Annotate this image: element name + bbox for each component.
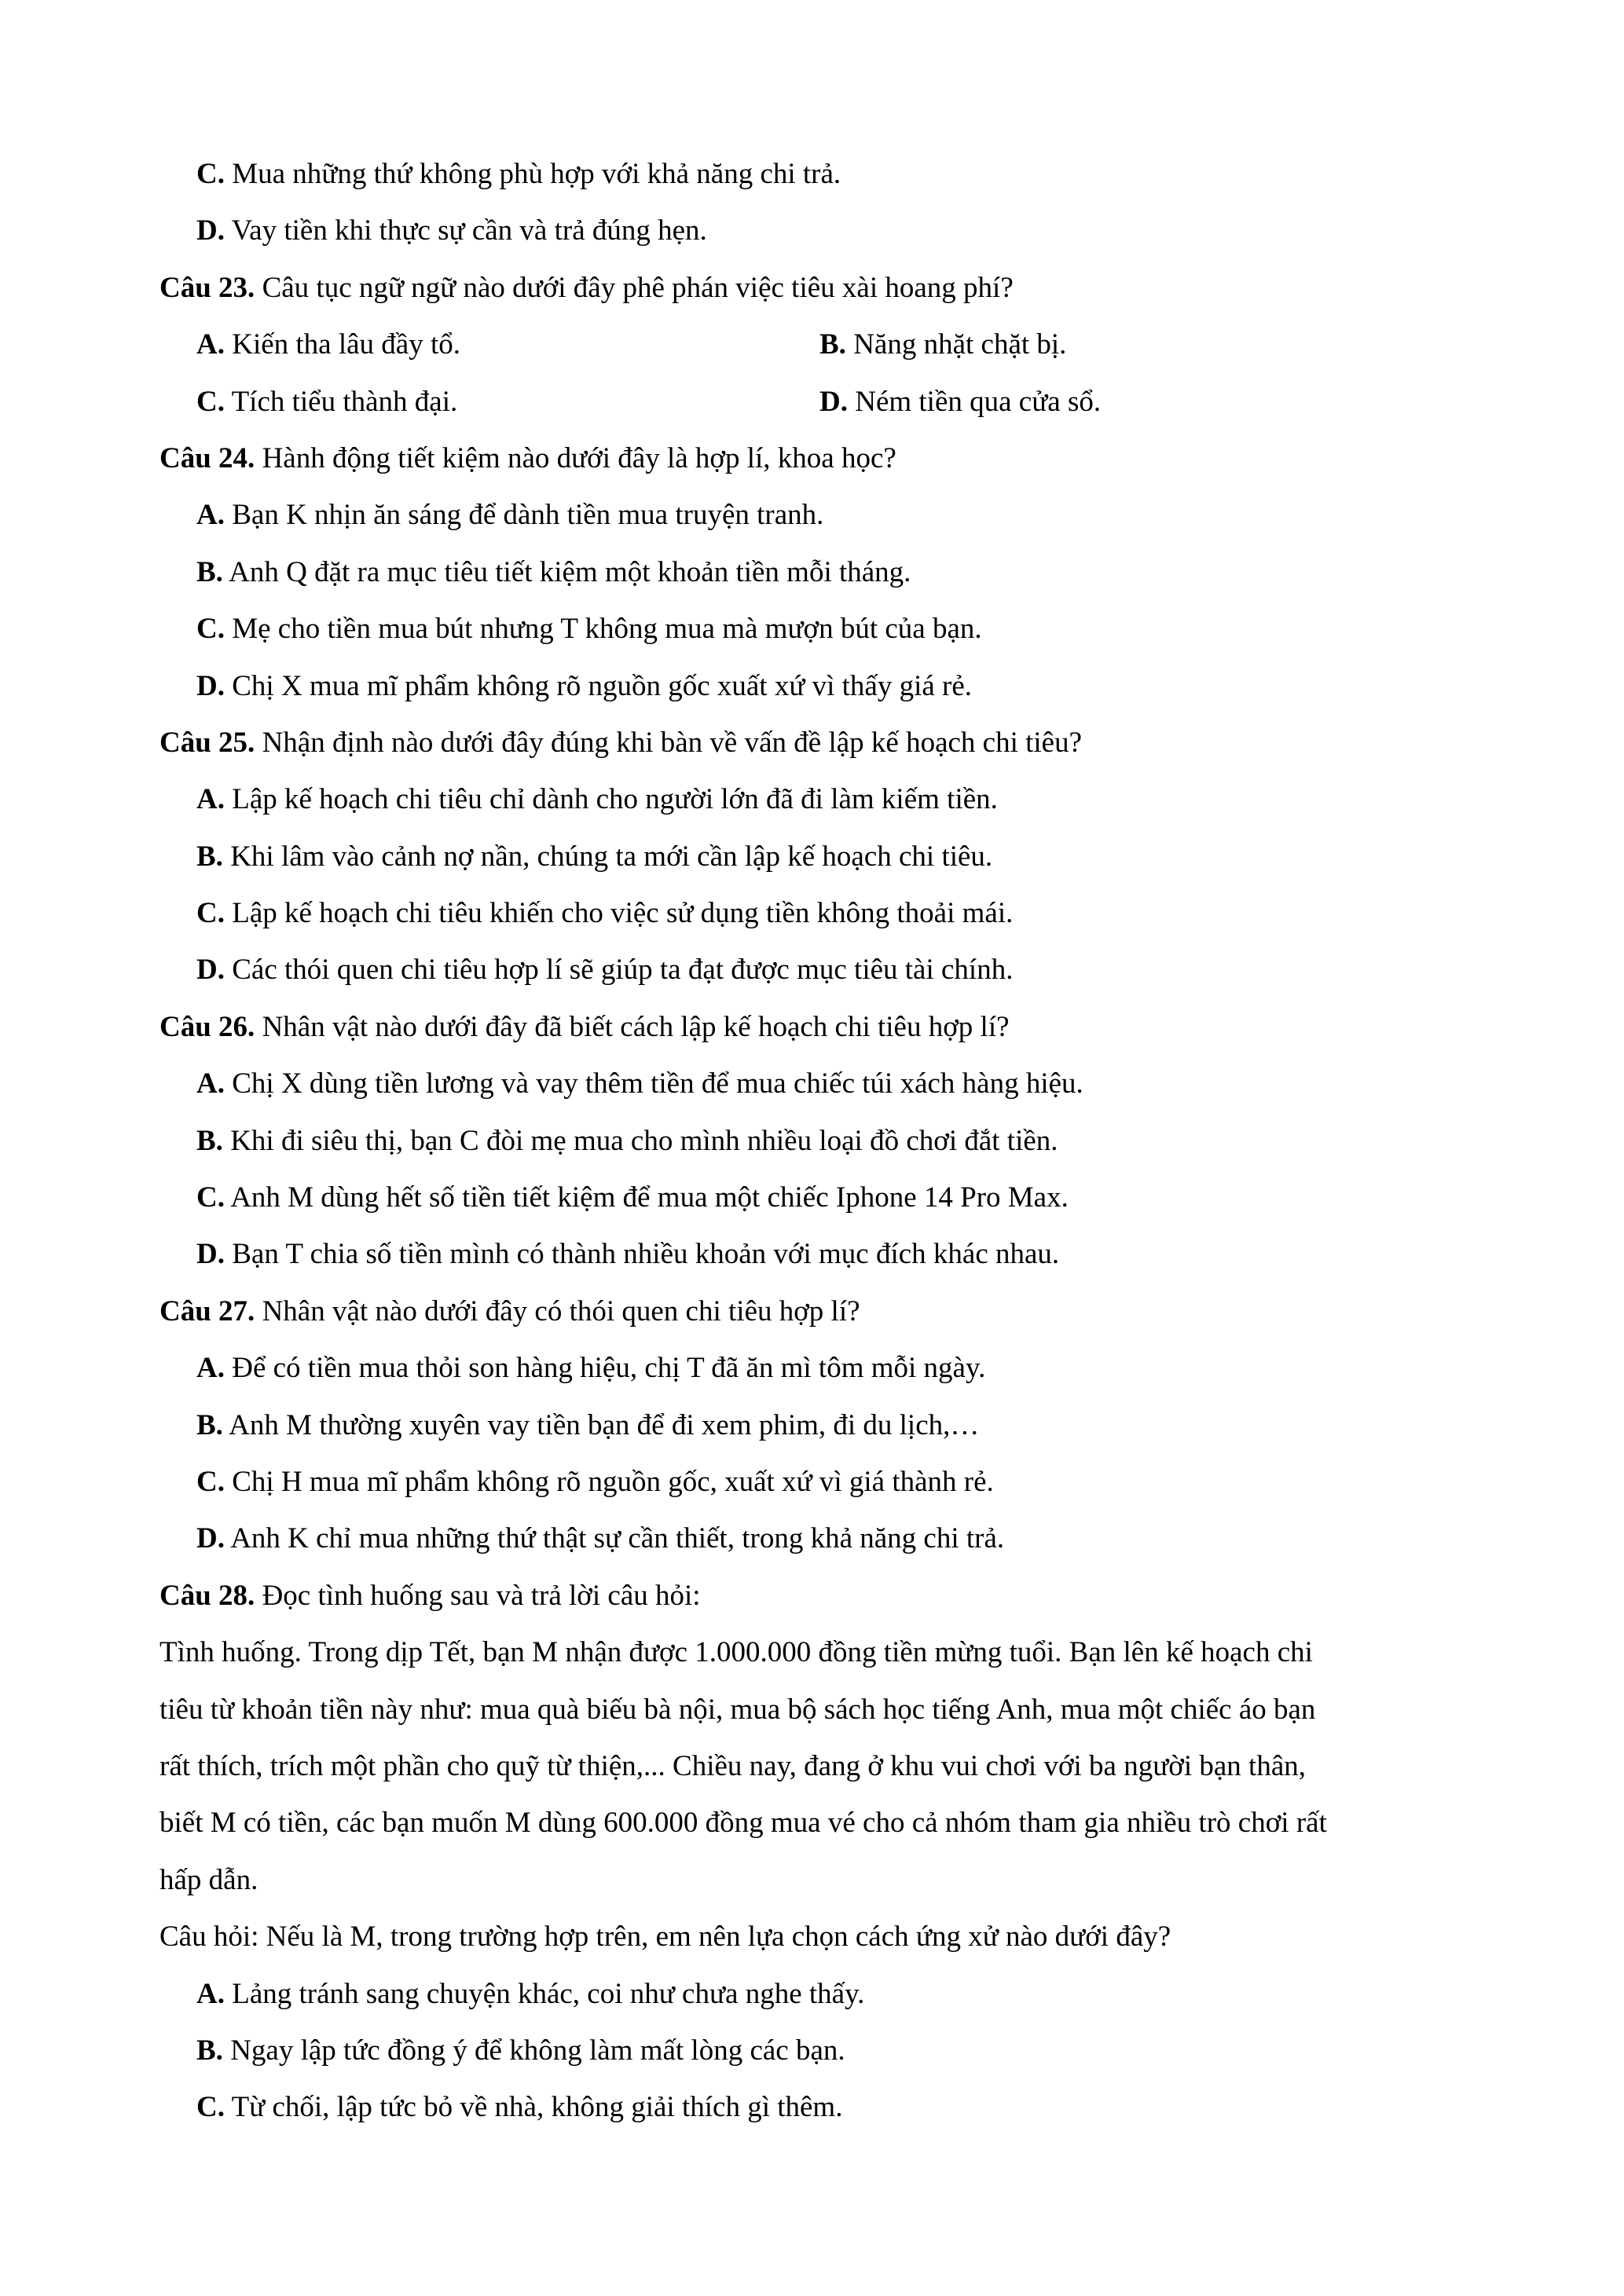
line-text: Bạn K nhịn ăn sáng để dành tiền mua truyện tranh. [224, 499, 824, 532]
line-text: Năng nhặt chặt bị. [845, 328, 1067, 361]
line-text: Câu hỏi: Nếu là M, trong trường hợp trên, em nên lựa chọn cách ứng xử nào dưới đây? [159, 1921, 1171, 1954]
option-label: C. [196, 897, 225, 930]
question-line [0, 1568, 1624, 1624]
line-text: Chị X dùng tiền lương và vay thêm tiền để mua chiếc túi xách hàng hiệu. [224, 1067, 1083, 1100]
line-text: Lập kế hoạch chi tiêu khiến cho việc sử dụng tiền không thoải mái. [224, 897, 1014, 930]
option-label: D. [196, 669, 225, 702]
question-text: Câu tục ngữ ngữ nào dưới đây phê phán việc tiêu xài hoang phí? [255, 271, 1014, 304]
option-label: A. [196, 499, 225, 532]
question-number: Câu 24. [159, 441, 255, 474]
answer-option [0, 1454, 1624, 1511]
answer-option [0, 942, 1624, 998]
option-label: C. [196, 158, 225, 190]
line-text: Tích tiểu thành đại. [224, 385, 458, 418]
option-label: A. [196, 1352, 225, 1385]
answer-option [0, 1226, 1624, 1283]
line-text: Tình huống. Trong dịp Tết, bạn M nhận được 1.000.000 đồng tiền mừng tuổi. Bạn lên kế hoạch chi [159, 1636, 1313, 1669]
option-label: A. [196, 783, 225, 816]
line-text: Lập kế hoạch chi tiêu chỉ dành cho người lớn đã đi làm kiếm tiền. [224, 783, 998, 816]
answer-option [0, 1170, 1624, 1226]
question-line [0, 1283, 1624, 1340]
answer-option [0, 1113, 1624, 1170]
question-line [0, 430, 1624, 487]
paragraph-line [0, 1852, 1624, 1909]
line-text: Để có tiền mua thỏi son hàng hiệu, chị T đã ăn mì tôm mỗi ngày. [224, 1352, 986, 1385]
answer-option [0, 544, 1624, 601]
line-text: Lảng tránh sang chuyện khác, coi như chưa nghe thấy. [224, 1977, 865, 2010]
option-label: B. [196, 1408, 223, 1441]
line-text: biết M có tiền, các bạn muốn M dùng 600.000 đồng mua vé cho cả nhóm tham gia nhiều trò chơi rất [159, 1807, 1327, 1840]
question-number: Câu 26. [159, 1010, 255, 1043]
paragraph-line [0, 1624, 1624, 1681]
option-label: B. [196, 555, 223, 588]
question-text: Nhân vật nào dưới đây đã biết cách lập kế hoạch chi tiêu hợp lí? [255, 1010, 1010, 1043]
answer-option [0, 2079, 1624, 2136]
line-text: Các thói quen chi tiêu hợp lí sẽ giúp ta đạt được mục tiêu tài chính. [224, 954, 1014, 987]
line-text: Anh K chỉ mua những thứ thật sự cần thiết, trong khả năng chi trả. [224, 1522, 1005, 1555]
answer-option [0, 601, 1624, 657]
answer-option [0, 1056, 1624, 1112]
answer-option [0, 1966, 1624, 2023]
question-text: Nhận định nào dưới đây đúng khi bàn về vấn đề lập kế hoạch chi tiêu? [255, 726, 1083, 759]
line-text: Anh M dùng hết số tiền tiết kiệm để mua một chiếc Iphone 14 Pro Max. [224, 1181, 1069, 1214]
line-text: Ngay lập tức đồng ý để không làm mất lòng các bạn. [222, 2034, 845, 2067]
paragraph-line [0, 1682, 1624, 1738]
line-text: hấp dẫn. [159, 1863, 258, 1896]
answer-option-right [819, 374, 1101, 430]
option-label: C. [196, 1181, 225, 1214]
answer-option [0, 1511, 1624, 1567]
line-text: tiêu từ khoản tiền này như: mua quà biếu bà nội, mua bộ sách học tiếng Anh, mua một chiếc áo bạn [159, 1693, 1316, 1726]
option-label: A. [196, 1067, 225, 1100]
option-label: D. [196, 1238, 225, 1271]
option-label: C. [196, 1465, 225, 1498]
option-label: D. [819, 385, 848, 418]
question-text: Hành động tiết kiệm nào dưới đây là hợp lí, khoa học? [255, 441, 896, 474]
answer-option-right [819, 317, 1066, 373]
question-number: Câu 27. [159, 1294, 255, 1327]
option-label: B. [196, 840, 223, 873]
answer-option [0, 1340, 1624, 1397]
question-number: Câu 23. [159, 271, 255, 304]
option-label: C. [196, 2091, 225, 2124]
answer-option [0, 885, 1624, 942]
option-label: C. [196, 613, 225, 646]
answer-option [0, 374, 1624, 430]
answer-option [0, 487, 1624, 544]
line-text: Kiến tha lâu đầy tổ. [224, 328, 461, 361]
line-text: rất thích, trích một phần cho quỹ từ thiện,... Chiều nay, đang ở khu vui chơi với ba người bạn thân, [159, 1749, 1307, 1782]
line-text: Chị X mua mĩ phẩm không rõ nguồn gốc xuất xứ vì thấy giá rẻ. [224, 669, 973, 702]
question-number: Câu 28. [159, 1579, 255, 1612]
option-label: B. [196, 2034, 223, 2067]
answer-option [0, 829, 1624, 885]
answer-option [0, 658, 1624, 715]
question-line [0, 999, 1624, 1056]
line-text: Mẹ cho tiền mua bút nhưng T không mua mà mượn bút của bạn. [224, 613, 982, 646]
paragraph-line [0, 1909, 1624, 1965]
paragraph-line [0, 1795, 1624, 1851]
option-label: C. [196, 385, 225, 418]
option-label: B. [819, 328, 846, 361]
option-label: D. [196, 1522, 225, 1555]
question-text: Nhân vật nào dưới đây có thói quen chi tiêu hợp lí? [255, 1294, 860, 1327]
line-text: Khi đi siêu thị, bạn C đòi mẹ mua cho mình nhiều loại đồ chơi đắt tiền. [222, 1124, 1058, 1157]
question-line [0, 715, 1624, 771]
document-page [0, 146, 1624, 2137]
line-text: Mua những thứ không phù hợp với khả năng chi trả. [224, 158, 841, 190]
option-label: A. [196, 1977, 225, 2010]
line-text: Bạn T chia số tiền mình có thành nhiều khoản với mục đích khác nhau. [224, 1238, 1060, 1271]
answer-option [0, 146, 1624, 203]
answer-option [0, 317, 1624, 373]
line-text: Vay tiền khi thực sự cần và trả đúng hẹn. [224, 214, 707, 247]
answer-option [0, 203, 1624, 259]
paragraph-line [0, 1738, 1624, 1795]
question-number: Câu 25. [159, 726, 255, 759]
option-label: D. [196, 214, 225, 247]
line-text: Từ chối, lập tức bỏ về nhà, không giải thích gì thêm. [224, 2091, 843, 2124]
question-line [0, 260, 1624, 317]
line-text: Anh M thường xuyên vay tiền bạn để đi xem phim, đi du lịch,… [222, 1408, 980, 1441]
line-text: Ném tiền qua cửa sổ. [847, 385, 1102, 418]
line-text: Chị H mua mĩ phẩm không rõ nguồn gốc, xuất xứ vì giá thành rẻ. [224, 1465, 994, 1498]
question-text: Đọc tình huống sau và trả lời câu hỏi: [255, 1579, 701, 1612]
answer-option [0, 1397, 1624, 1454]
option-label: D. [196, 954, 225, 987]
line-text: Anh Q đặt ra mục tiêu tiết kiệm một khoản tiền mỗi tháng. [222, 555, 911, 588]
option-label: A. [196, 328, 225, 361]
line-text: Khi lâm vào cảnh nợ nần, chúng ta mới cần lập kế hoạch chi tiêu. [222, 840, 993, 873]
answer-option [0, 2023, 1624, 2079]
answer-option [0, 771, 1624, 828]
option-label: B. [196, 1124, 223, 1157]
